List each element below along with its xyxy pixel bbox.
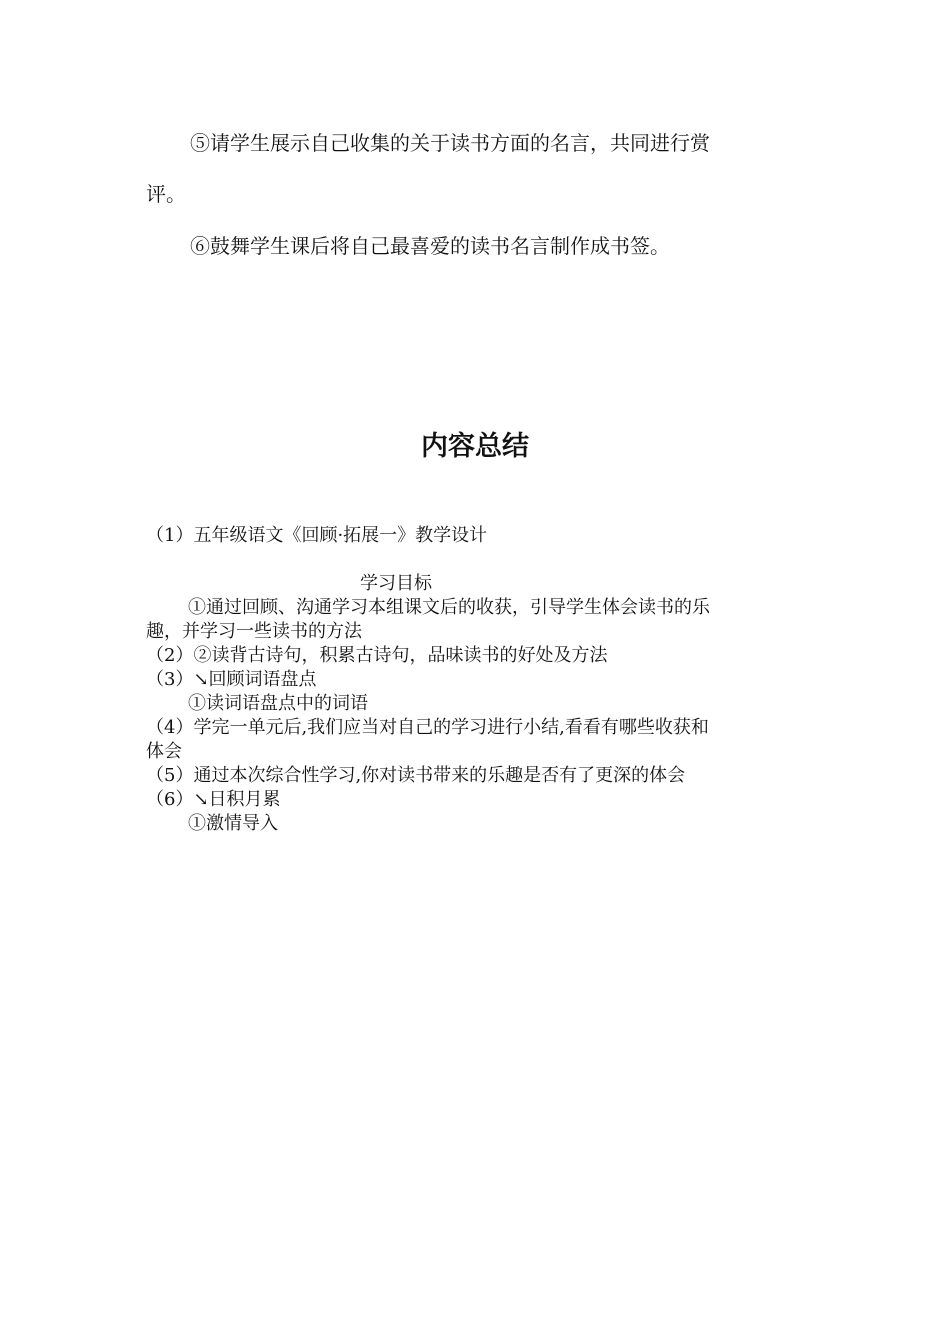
summary-line-11: （6）↘日积月累 — [146, 789, 281, 810]
item-5-line-1: ⑤请学生展示自己收集的关于读书方面的名言，共同进行赏 — [190, 131, 710, 155]
summary-line-1: （1）五年级语文《回顾·拓展一》教学设计 — [146, 525, 488, 546]
summary-line-3: ①通过回顾、沟通学习本组课文后的收获，引导学生体会读书的乐 — [188, 597, 710, 618]
summary-line-5: （2）②读背古诗句，积累古诗句，品味读书的好处及方法 — [146, 645, 608, 666]
summary-block — [146, 524, 806, 836]
summary-line-7: ①读词语盘点中的词语 — [188, 693, 368, 714]
summary-line-9: 体会 — [146, 741, 182, 762]
summary-heading-goals: 学习目标 — [360, 573, 432, 594]
summary-title: 内容总结 — [421, 431, 529, 462]
summary-line-8: （4）学完一单元后,我们应当对自己的学习进行小结,看看有哪些收获和 — [146, 717, 709, 738]
summary-line-12: ①激情导入 — [188, 813, 278, 834]
summary-spacer — [146, 548, 806, 572]
item-5-line-2: 评。 — [146, 182, 186, 206]
summary-line-10: （5）通过本次综合性学习,你对读书带来的乐趣是否有了更深的体会 — [146, 765, 686, 786]
summary-line-6: （3）↘回顾词语盘点 — [146, 669, 317, 690]
summary-line-4: 趣，并学习一些读书的方法 — [146, 621, 362, 642]
item-6: ⑥鼓舞学生课后将自己最喜爱的读书名言制作成书签。 — [190, 234, 670, 258]
